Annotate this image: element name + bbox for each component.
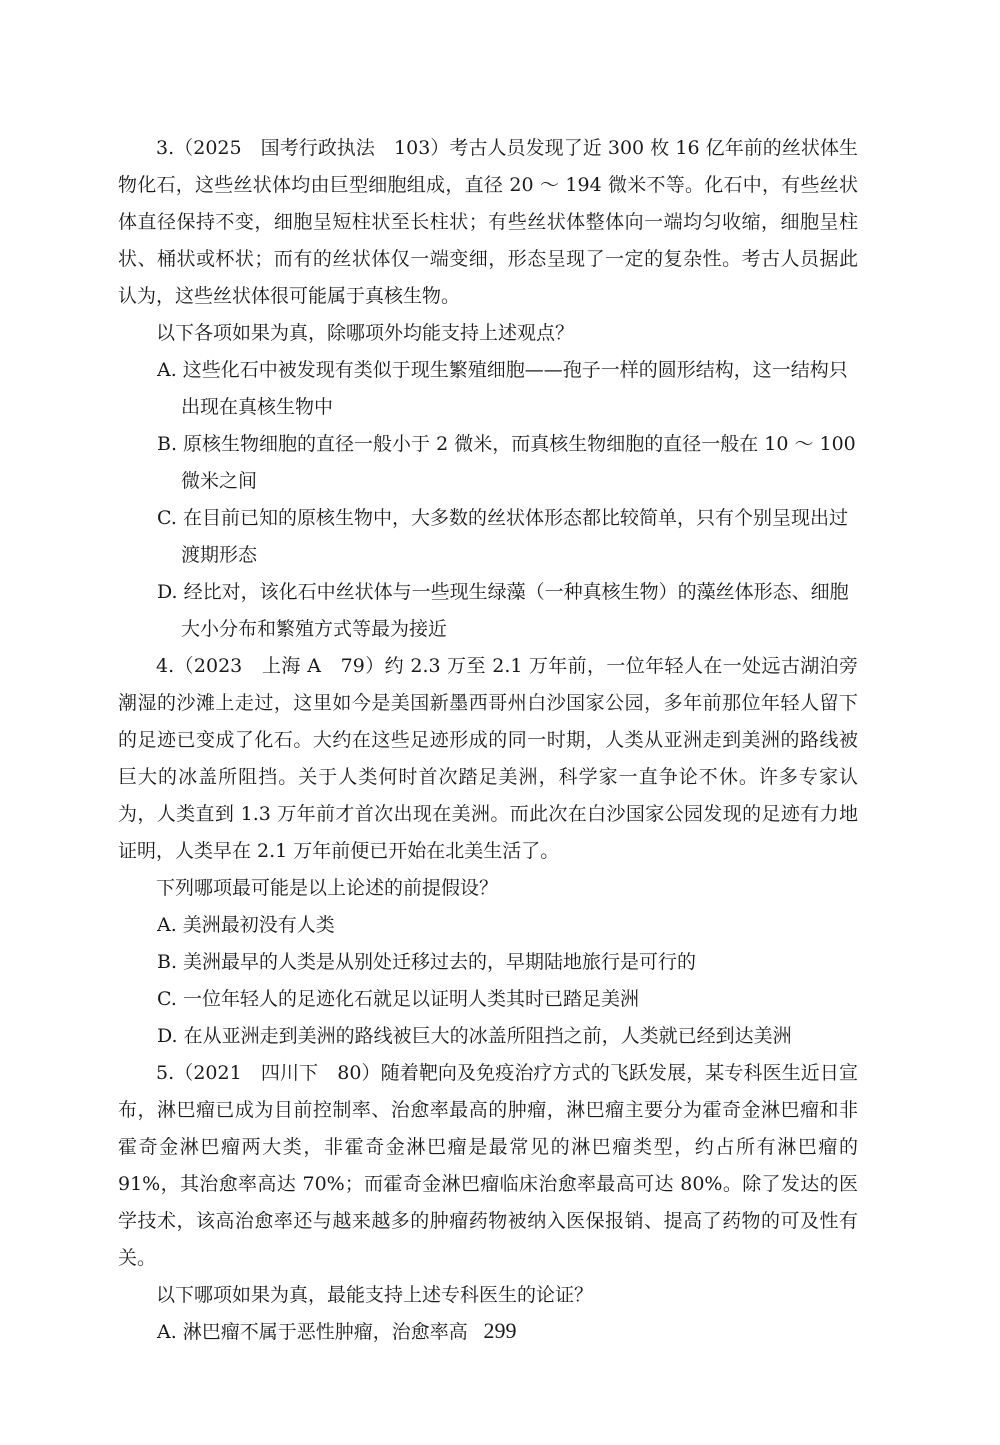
option-c: C. 一位年轻人的足迹化石就足以证明人类其时已踏足美洲 <box>157 988 639 1010</box>
question-stem: 以下哪项如果为真，最能支持上述专科医生的论证？ <box>156 1284 594 1306</box>
question-text: 4.（2023 上海 A 79）约 2.3 万至 2.1 万年前，一位年轻人在一处远古湖泊旁潮湿的沙滩上走过，这里如今是美国新墨西哥州白沙国家公园，多年前那位年轻人留下的足迹已变成了化石。大约在这些足迹形成的同一时期，人类从亚洲走到美洲的路线被巨大的冰盖所阻挡。关于人类何时首次踏足美洲，科学家一直争论不休。许多专家认为，人类直到 1.3 万年前才首次出现在美洲。而此次在白沙国家公园发现的足迹有力地证明，人类早在 2.1 万年前便已开始在北美生活了。 <box>118 655 858 862</box>
option-a: A. 美洲最初没有人类 <box>157 914 335 936</box>
option-a: A. 淋巴瘤不属于恶性肿瘤，治愈率高 <box>157 1321 468 1343</box>
option-c: C. 在目前已知的原核生物中，大多数的丝状体形态都比较简单，只有个别呈现出过渡期形态 <box>157 507 848 566</box>
question-3 <box>118 130 858 648</box>
page-number: 299 <box>483 1318 517 1343</box>
question-stem: 以下各项如果为真，除哪项外均能支持上述观点？ <box>156 322 575 344</box>
option-b: B. 原核生物细胞的直径一般小于 2 微米，而真核生物细胞的直径一般在 10 ～ 100 微米之间 <box>157 433 856 492</box>
option-b: B. 美洲最早的人类是从别处迁移过去的，早期陆地旅行是可行的 <box>157 951 697 973</box>
option-a: A. 这些化石中被发现有类似于现生繁殖细胞——孢子一样的圆形结构，这一结构只出现在真核生物中 <box>157 359 848 418</box>
option-d: D. 经比对，该化石中丝状体与一些现生绿藻（一种真核生物）的藻丝体形态、细胞大小分布和繁殖方式等最为接近 <box>157 581 849 640</box>
question-text: 5.（2021 四川下 80）随着靶向及免疫治疗方式的飞跃发展，某专科医生近日宣布，淋巴瘤已成为目前控制率、治愈率最高的肿瘤，淋巴瘤主要分为霍奇金淋巴瘤和非霍奇金淋巴瘤两大类，非霍奇金淋巴瘤是最常见的淋巴瘤类型，约占所有淋巴瘤的 91%，其治愈率高达 70%；而霍奇金淋巴瘤临床治愈率最高可达 80%。除了发达的医学技术，该高治愈率还与越来越多的肿瘤药物被纳入医保报销、提高了药物的可及性有关。 <box>118 1062 858 1269</box>
question-4 <box>118 648 858 1055</box>
question-5 <box>118 1055 858 1351</box>
option-d: D. 在从亚洲走到美洲的路线被巨大的冰盖所阻挡之前，人类就已经到达美洲 <box>157 1025 792 1047</box>
question-text: 3.（2025 国考行政执法 103）考古人员发现了近 300 枚 16 亿年前的丝状体生物化石，这些丝状体均由巨型细胞组成，直径 20 ～ 194 微米不等。化石中，有些丝状体直径保持不变，细胞呈短柱状至长柱状；有些丝状体整体向一端均匀收缩，细胞呈柱状、桶状或杯状；而有的丝状体仅一端变细，形态呈现了一定的复杂性。考古人员据此认为，这些丝状体很可能属于真核生物。 <box>118 137 858 307</box>
question-stem: 下列哪项最可能是以上论述的前提假设？ <box>156 877 499 899</box>
